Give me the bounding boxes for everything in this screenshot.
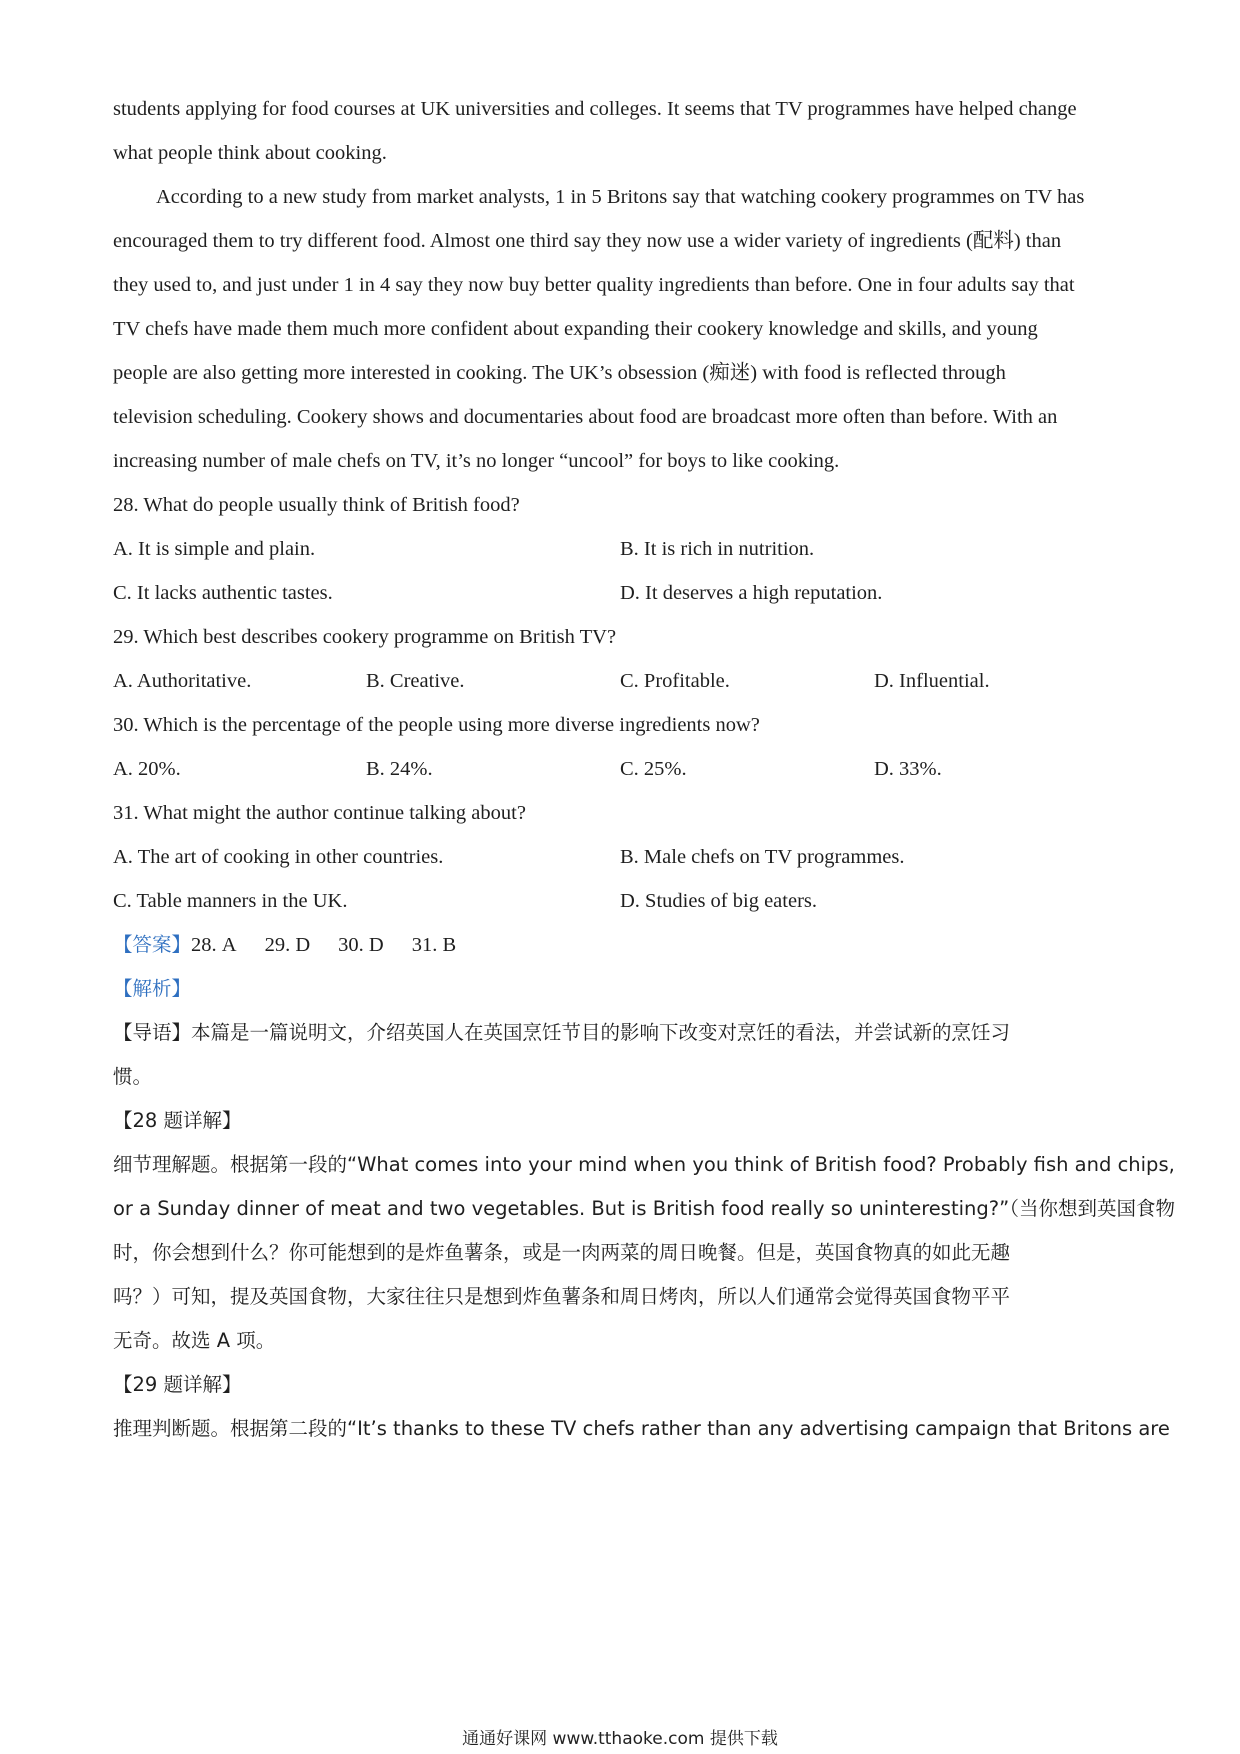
question-option: A. Authoritative.: [113, 670, 252, 692]
question-stem: 30. Which is the percentage of the people using more diverse ingredients now?: [113, 714, 760, 736]
guide-label: 【导语】: [113, 1021, 192, 1044]
question-stem: 31. What might the author continue talking about?: [113, 802, 526, 824]
question-option: A. The art of cooking in other countries.: [113, 846, 444, 868]
guide-line: [113, 1019, 1010, 1047]
question-option: B. Male chefs on TV programmes.: [620, 846, 905, 868]
guide-line: 惯。: [113, 1065, 153, 1088]
passage-line: what people think about cooking.: [113, 142, 387, 164]
q28-detail-line: 细节理解题。根据第一段的“What comes into your mind when you think of British food? Probably fish and chips,: [113, 1153, 1175, 1176]
question-option: D. 33%.: [874, 758, 942, 780]
answer-item: 30. D: [338, 934, 384, 956]
question-option: C. 25%.: [620, 758, 687, 780]
question-option: C. Profitable.: [620, 670, 730, 692]
question-option: C. Table manners in the UK.: [113, 890, 348, 912]
question-option: A. 20%.: [113, 758, 181, 780]
answer-item: 28. A: [191, 934, 237, 956]
page-footer: 通通好课网 www.tthaoke.com 提供下载: [462, 1729, 778, 1749]
question-option: A. It is simple and plain.: [113, 538, 316, 560]
question-option: B. Creative.: [366, 670, 465, 692]
q28-detail-label: 【28 题详解】: [113, 1109, 242, 1132]
answer-label: 【答案】: [113, 933, 192, 956]
answer-item: 29. D: [264, 934, 311, 956]
question-stem: 29. Which best describes cookery programme on British TV?: [113, 626, 617, 648]
q29-detail-line: 推理判断题。根据第二段的“It’s thanks to these TV chefs rather than any advertising campaign that Britons are: [113, 1417, 1170, 1440]
passage-line: people are also getting more interested in cooking. The UK’s obsession (痴迷) with food is reflected through: [113, 362, 1006, 384]
passage-line: students applying for food courses at UK universities and colleges. It seems that TV programmes have helped change: [113, 98, 1077, 120]
passage-line: TV chefs have made them much more confident about expanding their cookery knowledge and skills, and young: [113, 318, 1038, 340]
question-option: D. Influential.: [874, 670, 990, 692]
question-option: B. 24%.: [366, 758, 433, 780]
q28-detail-line: 无奇。故选 A 项。: [113, 1329, 276, 1352]
passage-line: they used to, and just under 1 in 4 say they now buy better quality ingredients than before. One in four adults say that: [113, 274, 1075, 296]
question-option: D. It deserves a high reputation.: [620, 582, 883, 604]
passage-line: According to a new study from market analysts, 1 in 5 Britons say that watching cookery programmes on TV has: [156, 186, 1085, 208]
question-option: C. It lacks authentic tastes.: [113, 582, 333, 604]
guide-text: 本篇是一篇说明文，介绍英国人在英国烹饪节目的影响下改变对烹饪的看法，并尝试新的烹饪习: [191, 1021, 1011, 1044]
answer-row: [113, 931, 484, 959]
passage-line: increasing number of male chefs on TV, it’s no longer “uncool” for boys to like cooking.: [113, 450, 840, 472]
q29-detail-label: 【29 题详解】: [113, 1373, 242, 1396]
q28-detail-line: 时，你会想到什么？你可能想到的是炸鱼薯条，或是一肉两菜的周日晚餐。但是，英国食物真的如此无趣: [113, 1241, 1011, 1264]
analysis-label: 【解析】: [113, 977, 192, 1000]
passage-line: television scheduling. Cookery shows and documentaries about food are broadcast more often than before. With an: [113, 406, 1058, 428]
passage-line: encouraged them to try different food. Almost one third say they now use a wider variety of ingredients (配料) than: [113, 230, 1062, 252]
q28-detail-line: or a Sunday dinner of meat and two vegetables. But is British food really so uninteresting?”（当你想到英国食物: [113, 1197, 1175, 1220]
q28-detail-line: 吗？）可知，提及英国食物，大家往往只是想到炸鱼薯条和周日烤肉，所以人们通常会觉得英国食物平平: [113, 1285, 1011, 1308]
question-option: B. It is rich in nutrition.: [620, 538, 815, 560]
question-stem: 28. What do people usually think of British food?: [113, 494, 520, 516]
question-option: D. Studies of big eaters.: [620, 890, 817, 912]
answer-item: 31. B: [411, 934, 457, 956]
